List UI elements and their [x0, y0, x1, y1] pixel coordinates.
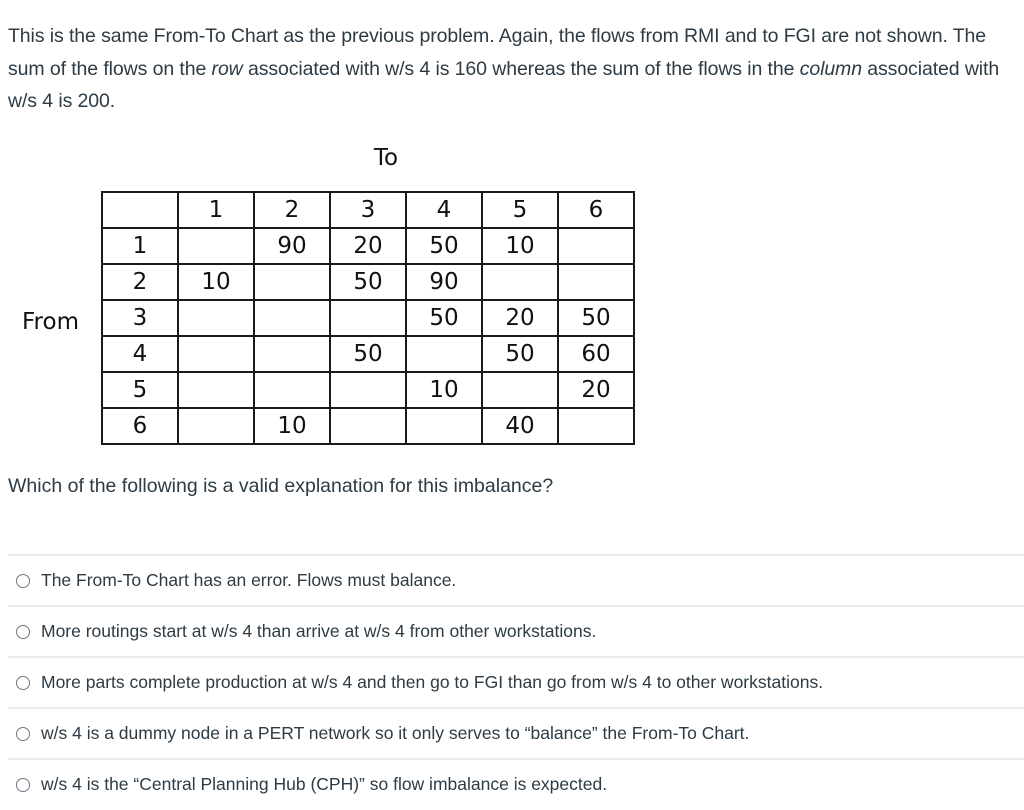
answer-option-1[interactable] — [8, 554, 1024, 605]
answer-options — [8, 554, 1024, 809]
flow-cell: 10 — [178, 264, 254, 300]
flow-cell: 50 — [330, 336, 406, 372]
flow-cell: 10 — [406, 372, 482, 408]
intro-text-2: associated with w/s 4 is 160 whereas the sum of the flows in the — [242, 57, 800, 80]
header-cell: 3 — [330, 192, 406, 228]
flow-cell — [558, 228, 634, 264]
header-cell: 5 — [482, 192, 558, 228]
flow-cell — [254, 336, 330, 372]
header-cell-corner — [102, 192, 178, 228]
flow-cell: 90 — [254, 228, 330, 264]
flow-cell: 90 — [406, 264, 482, 300]
radio-button-icon[interactable] — [16, 574, 30, 588]
radio-button-icon[interactable] — [16, 625, 30, 639]
table-row — [102, 264, 634, 300]
answer-option-5[interactable] — [8, 758, 1024, 809]
flow-cell — [178, 300, 254, 336]
answer-label[interactable]: w/s 4 is the “Central Planning Hub (CPH)” so flow imbalance is expected. — [41, 774, 608, 794]
row-header-cell: 3 — [102, 300, 178, 336]
flow-cell — [178, 372, 254, 408]
header-cell: 6 — [558, 192, 634, 228]
answer-label[interactable]: w/s 4 is a dummy node in a PERT network so it only serves to “balance” the From-To Chart. — [41, 723, 750, 743]
flow-cell — [254, 300, 330, 336]
answer-option-2[interactable] — [8, 605, 1024, 656]
from-to-chart — [0, 140, 660, 470]
flow-cell — [558, 264, 634, 300]
radio-button-icon[interactable] — [16, 727, 30, 741]
table-row — [102, 300, 634, 336]
intro-text-1: This is the same From-To Chart as the previous problem. Again, the flows from RMI and to FGI are not shown. The sum of the flows on the — [8, 25, 987, 80]
flow-cell: 50 — [482, 336, 558, 372]
flow-cell — [406, 336, 482, 372]
row-header-cell: 1 — [102, 228, 178, 264]
to-axis-label: To — [373, 145, 399, 171]
from-axis-label: From — [22, 309, 79, 335]
flow-cell — [254, 264, 330, 300]
header-cell: 2 — [254, 192, 330, 228]
table-row — [102, 408, 634, 444]
flow-cell — [330, 372, 406, 408]
intro-text-3: associated with w/s 4 is 200. — [8, 57, 1000, 112]
question-prompt: Which of the following is a valid explanation for this imbalance? — [8, 475, 554, 497]
row-header-cell: 6 — [102, 408, 178, 444]
question-intro — [8, 20, 1018, 118]
flow-cell: 20 — [558, 372, 634, 408]
flow-cell — [254, 372, 330, 408]
flow-cell — [482, 264, 558, 300]
flow-cell: 50 — [558, 300, 634, 336]
table-header-row — [102, 192, 634, 228]
flow-cell: 10 — [254, 408, 330, 444]
flow-cell — [178, 228, 254, 264]
flow-cell — [558, 408, 634, 444]
intro-row-emphasis: row — [211, 57, 243, 80]
header-cell: 1 — [178, 192, 254, 228]
table-row — [102, 336, 634, 372]
flow-cell: 20 — [482, 300, 558, 336]
table-row — [102, 372, 634, 408]
flow-cell: 50 — [330, 264, 406, 300]
answer-label[interactable]: The From-To Chart has an error. Flows must balance. — [41, 570, 457, 590]
header-cell: 4 — [406, 192, 482, 228]
row-header-cell: 2 — [102, 264, 178, 300]
table-row — [102, 228, 634, 264]
answer-label[interactable]: More parts complete production at w/s 4 and then go to FGI than go from w/s 4 to other workstations. — [41, 672, 824, 692]
flow-cell: 10 — [482, 228, 558, 264]
flow-cell — [178, 408, 254, 444]
answer-option-4[interactable] — [8, 707, 1024, 758]
flow-cell — [330, 300, 406, 336]
answer-option-3[interactable] — [8, 656, 1024, 707]
row-header-cell: 4 — [102, 336, 178, 372]
flow-cell: 50 — [406, 228, 482, 264]
intro-column-emphasis: column — [799, 57, 862, 80]
flow-cell — [330, 408, 406, 444]
radio-button-icon[interactable] — [16, 778, 30, 792]
from-to-table — [101, 191, 635, 445]
row-header-cell: 5 — [102, 372, 178, 408]
flow-cell — [178, 336, 254, 372]
flow-cell: 50 — [406, 300, 482, 336]
flow-cell — [406, 408, 482, 444]
radio-button-icon[interactable] — [16, 676, 30, 690]
flow-cell: 20 — [330, 228, 406, 264]
flow-cell: 40 — [482, 408, 558, 444]
answer-label[interactable]: More routings start at w/s 4 than arrive at w/s 4 from other workstations. — [41, 621, 597, 641]
flow-cell: 60 — [558, 336, 634, 372]
flow-cell — [482, 372, 558, 408]
